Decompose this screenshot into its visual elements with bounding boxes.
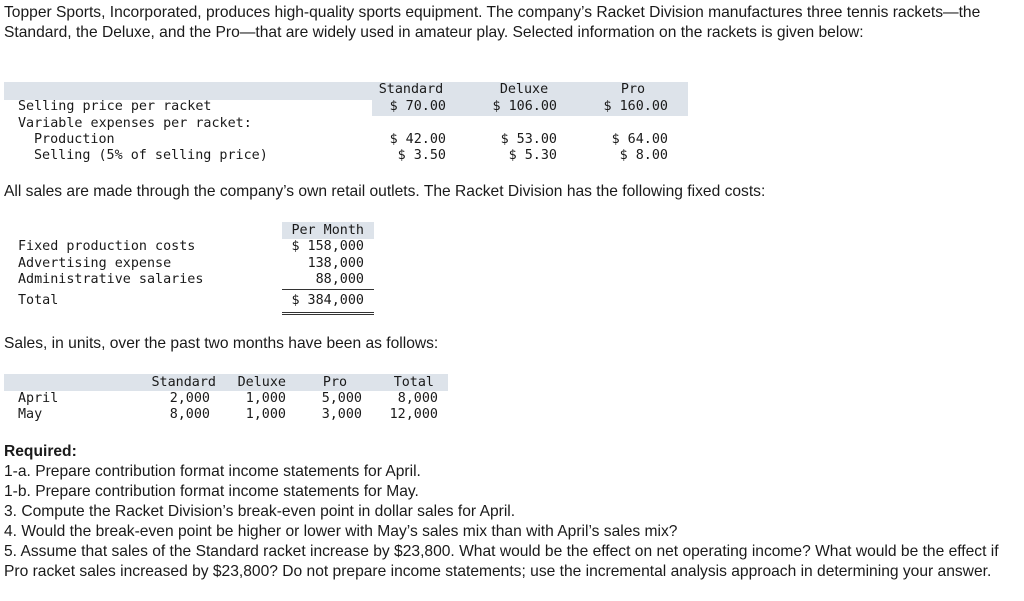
intro-paragraph: Topper Sports, Incorporated, produces high-quality sports equipment. The company’s Racket Division manufactures three tennis rackets—the Standard, the Deluxe, and the Pro—that are widely used in amateur play. Selected information on the rackets is given below: [4, 4, 981, 41]
row-label-variable-expenses: Variable expenses per racket: [18, 116, 252, 131]
fixed-total-double-rule [282, 312, 374, 315]
racket-table-header-band [4, 82, 688, 100]
fixed-total-rule [282, 289, 374, 290]
selling-standard: $ 3.50 [397, 148, 446, 163]
row-label-selling: Selling (5% of selling price) [34, 148, 268, 163]
fixed-label-total: Total [18, 293, 59, 308]
production-standard: $ 42.00 [389, 132, 446, 147]
sales-may-total: 12,000 [389, 407, 438, 422]
col-header-pro: Pro [620, 82, 646, 97]
sales-april-standard: 2,000 [169, 391, 210, 406]
required-item-1b: 1-b. Prepare contribution format income statements for May. [4, 483, 419, 500]
price-deluxe: $ 106.00 [492, 99, 557, 114]
production-pro: $ 64.00 [611, 132, 668, 147]
required-item-4: 4. Would the break-even point be higher or lower with May’s sales mix than with April’s sales mix? [4, 523, 678, 540]
sales-april-total: 8,000 [397, 391, 438, 406]
col-header-deluxe: Deluxe [499, 82, 549, 97]
per-month-header: Per Month [291, 223, 364, 238]
fixed-value-advertising: 138,000 [307, 256, 364, 271]
sales-label-april: April [18, 391, 59, 406]
selling-pro: $ 8.00 [619, 148, 668, 163]
selling-deluxe: $ 5.30 [508, 148, 557, 163]
fixed-label-production: Fixed production costs [18, 239, 196, 254]
fixed-costs-intro: All sales are made through the company’s own retail outlets. The Racket Division has the following fixed costs: [4, 183, 766, 200]
sales-header-total: Total [393, 375, 434, 390]
row-label-selling-price: Selling price per racket [18, 99, 212, 114]
price-pro: $ 160.00 [603, 99, 668, 114]
sales-april-pro: 5,000 [321, 391, 362, 406]
sales-may-pro: 3,000 [321, 407, 362, 422]
required-item-5: 5. Assume that sales of the Standard racket increase by $23,800. What would be the effect on net operating income? What would be the effect if Pro racket sales increased by $23,800? Do not prepare income statements; use the incremental analysis approach in determining your answer. [4, 543, 999, 580]
row-label-production: Production [34, 132, 115, 147]
col-header-standard: Standard [378, 82, 444, 97]
fixed-label-admin: Administrative salaries [18, 272, 204, 287]
sales-header-standard: Standard [151, 375, 216, 390]
production-deluxe: $ 53.00 [500, 132, 557, 147]
sales-label-may: May [18, 407, 43, 422]
required-heading: Required: [4, 443, 77, 460]
fixed-value-total: $ 384,000 [291, 293, 364, 308]
sales-intro: Sales, in units, over the past two months have been as follows: [4, 335, 439, 352]
required-item-1a: 1-a. Prepare contribution format income statements for April. [4, 463, 421, 480]
required-section [4, 442, 1016, 582]
sales-header-deluxe: Deluxe [237, 375, 286, 390]
sales-may-standard: 8,000 [169, 407, 210, 422]
required-item-3: 3. Compute the Racket Division’s break-even point in dollar sales for April. [4, 503, 516, 520]
sales-header-pro: Pro [322, 375, 348, 390]
price-standard: $ 70.00 [389, 99, 446, 114]
fixed-value-admin: 88,000 [315, 272, 364, 287]
fixed-label-advertising: Advertising expense [18, 256, 172, 271]
sales-may-deluxe: 1,000 [245, 407, 286, 422]
sales-april-deluxe: 1,000 [245, 391, 286, 406]
fixed-value-production: $ 158,000 [291, 239, 364, 254]
